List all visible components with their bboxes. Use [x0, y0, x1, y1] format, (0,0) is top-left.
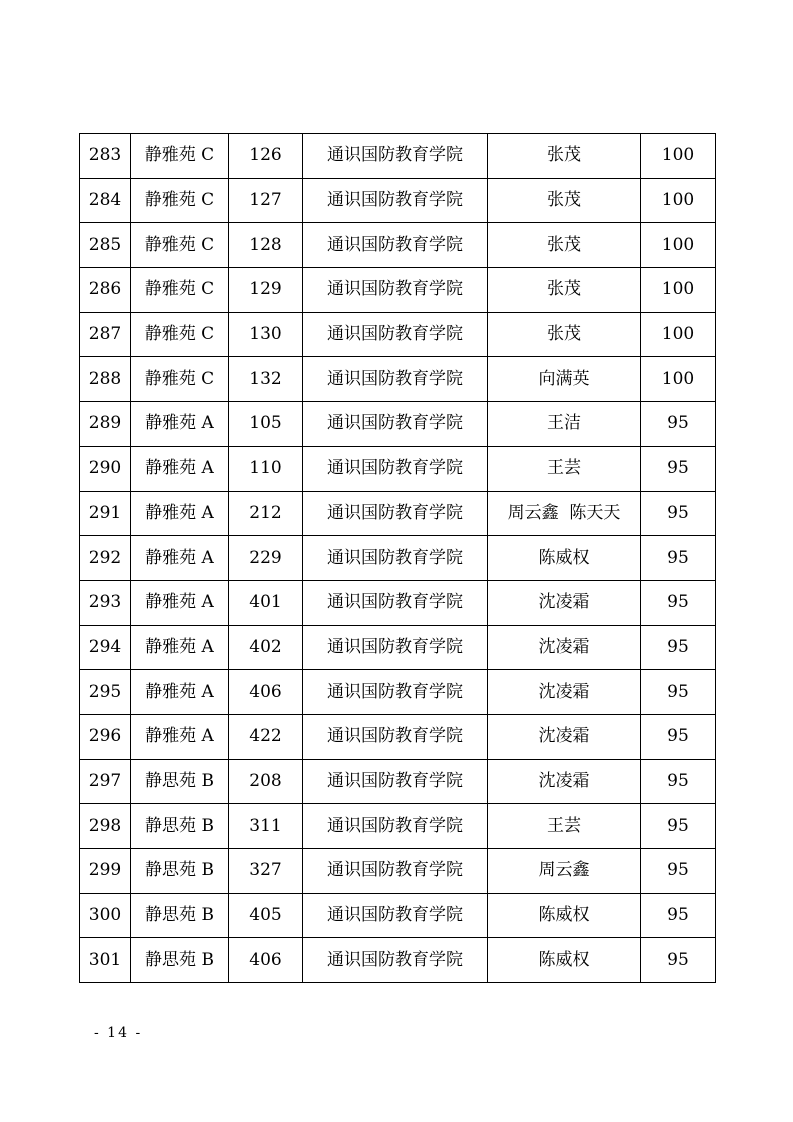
table-row: [80, 178, 716, 223]
building-cell: 静雅苑 C: [131, 357, 229, 402]
person-cell: 张茂: [488, 134, 641, 179]
building-cell: 静雅苑 A: [131, 625, 229, 670]
college-cell: 通识国防教育学院: [303, 134, 488, 179]
score-cell: 100: [641, 178, 716, 223]
score-cell: 95: [641, 625, 716, 670]
person-cell: 沈凌霜: [488, 580, 641, 625]
row-number: 291: [80, 491, 131, 536]
person-cell: 王芸: [488, 804, 641, 849]
table-row: [80, 849, 716, 894]
score-cell: 100: [641, 312, 716, 357]
person-cell: 沈凌霜: [488, 759, 641, 804]
room-cell: 406: [229, 670, 303, 715]
score-cell: 100: [641, 134, 716, 179]
row-number: 297: [80, 759, 131, 804]
college-cell: 通识国防教育学院: [303, 312, 488, 357]
dormitory-score-table: [79, 133, 716, 983]
table-row: [80, 268, 716, 313]
room-cell: 212: [229, 491, 303, 536]
room-cell: 311: [229, 804, 303, 849]
row-number: 299: [80, 849, 131, 894]
row-number: 292: [80, 536, 131, 581]
building-cell: 静思苑 B: [131, 938, 229, 983]
college-cell: 通识国防教育学院: [303, 536, 488, 581]
person-cell: 向满英: [488, 357, 641, 402]
room-cell: 130: [229, 312, 303, 357]
row-number: 288: [80, 357, 131, 402]
building-cell: 静思苑 B: [131, 849, 229, 894]
room-cell: 406: [229, 938, 303, 983]
building-cell: 静雅苑 C: [131, 312, 229, 357]
table-row: [80, 491, 716, 536]
person-cell: 沈凌霜: [488, 625, 641, 670]
college-cell: 通识国防教育学院: [303, 446, 488, 491]
person-cell: 陈威权: [488, 893, 641, 938]
table-row: [80, 536, 716, 581]
college-cell: 通识国防教育学院: [303, 268, 488, 313]
room-cell: 128: [229, 223, 303, 268]
score-cell: 95: [641, 893, 716, 938]
room-cell: 132: [229, 357, 303, 402]
college-cell: 通识国防教育学院: [303, 670, 488, 715]
person-cell: 周云鑫 陈天天: [488, 491, 641, 536]
college-cell: 通识国防教育学院: [303, 223, 488, 268]
table-row: [80, 580, 716, 625]
person-cell: 张茂: [488, 312, 641, 357]
score-cell: 95: [641, 670, 716, 715]
college-cell: 通识国防教育学院: [303, 849, 488, 894]
score-cell: 95: [641, 714, 716, 759]
building-cell: 静雅苑 C: [131, 134, 229, 179]
score-cell: 95: [641, 759, 716, 804]
table-row: [80, 312, 716, 357]
room-cell: 110: [229, 446, 303, 491]
score-cell: 95: [641, 446, 716, 491]
score-cell: 95: [641, 580, 716, 625]
table-row: [80, 402, 716, 447]
score-cell: 100: [641, 223, 716, 268]
row-number: 301: [80, 938, 131, 983]
college-cell: 通识国防教育学院: [303, 938, 488, 983]
table-row: [80, 625, 716, 670]
row-number: 284: [80, 178, 131, 223]
table-row: [80, 759, 716, 804]
room-cell: 127: [229, 178, 303, 223]
college-cell: 通识国防教育学院: [303, 491, 488, 536]
building-cell: 静雅苑 A: [131, 491, 229, 536]
table-row: [80, 714, 716, 759]
person-cell: 沈凌霜: [488, 714, 641, 759]
building-cell: 静雅苑 A: [131, 714, 229, 759]
person-cell: 周云鑫: [488, 849, 641, 894]
row-number: 286: [80, 268, 131, 313]
person-cell: 张茂: [488, 268, 641, 313]
row-number: 285: [80, 223, 131, 268]
person-cell: 陈威权: [488, 938, 641, 983]
building-cell: 静雅苑 A: [131, 446, 229, 491]
room-cell: 126: [229, 134, 303, 179]
table-body: [80, 134, 716, 983]
row-number: 294: [80, 625, 131, 670]
person-cell: 王洁: [488, 402, 641, 447]
row-number: 296: [80, 714, 131, 759]
room-cell: 105: [229, 402, 303, 447]
building-cell: 静思苑 B: [131, 804, 229, 849]
table-row: [80, 893, 716, 938]
row-number: 283: [80, 134, 131, 179]
building-cell: 静雅苑 C: [131, 268, 229, 313]
building-cell: 静雅苑 A: [131, 536, 229, 581]
score-cell: 100: [641, 268, 716, 313]
score-cell: 100: [641, 357, 716, 402]
table-row: [80, 134, 716, 179]
table-row: [80, 804, 716, 849]
college-cell: 通识国防教育学院: [303, 714, 488, 759]
score-cell: 95: [641, 402, 716, 447]
room-cell: 208: [229, 759, 303, 804]
score-cell: 95: [641, 849, 716, 894]
person-cell: 王芸: [488, 446, 641, 491]
college-cell: 通识国防教育学院: [303, 402, 488, 447]
room-cell: 129: [229, 268, 303, 313]
college-cell: 通识国防教育学院: [303, 625, 488, 670]
row-number: 290: [80, 446, 131, 491]
building-cell: 静思苑 B: [131, 893, 229, 938]
room-cell: 401: [229, 580, 303, 625]
row-number: 295: [80, 670, 131, 715]
row-number: 287: [80, 312, 131, 357]
table-row: [80, 357, 716, 402]
room-cell: 402: [229, 625, 303, 670]
person-cell: 陈威权: [488, 536, 641, 581]
person-cell: 张茂: [488, 223, 641, 268]
table-row: [80, 670, 716, 715]
college-cell: 通识国防教育学院: [303, 759, 488, 804]
row-number: 293: [80, 580, 131, 625]
score-cell: 95: [641, 491, 716, 536]
college-cell: 通识国防教育学院: [303, 804, 488, 849]
room-cell: 405: [229, 893, 303, 938]
person-cell: 沈凌霜: [488, 670, 641, 715]
person-cell: 张茂: [488, 178, 641, 223]
score-cell: 95: [641, 536, 716, 581]
building-cell: 静雅苑 C: [131, 178, 229, 223]
building-cell: 静雅苑 C: [131, 223, 229, 268]
table-row: [80, 223, 716, 268]
building-cell: 静雅苑 A: [131, 670, 229, 715]
row-number: 289: [80, 402, 131, 447]
college-cell: 通识国防教育学院: [303, 893, 488, 938]
college-cell: 通识国防教育学院: [303, 357, 488, 402]
room-cell: 229: [229, 536, 303, 581]
room-cell: 327: [229, 849, 303, 894]
row-number: 300: [80, 893, 131, 938]
college-cell: 通识国防教育学院: [303, 580, 488, 625]
table-row: [80, 938, 716, 983]
score-cell: 95: [641, 804, 716, 849]
building-cell: 静雅苑 A: [131, 402, 229, 447]
building-cell: 静思苑 B: [131, 759, 229, 804]
college-cell: 通识国防教育学院: [303, 178, 488, 223]
row-number: 298: [80, 804, 131, 849]
table-row: [80, 446, 716, 491]
building-cell: 静雅苑 A: [131, 580, 229, 625]
score-cell: 95: [641, 938, 716, 983]
page-number: - 14 -: [94, 1025, 143, 1041]
room-cell: 422: [229, 714, 303, 759]
